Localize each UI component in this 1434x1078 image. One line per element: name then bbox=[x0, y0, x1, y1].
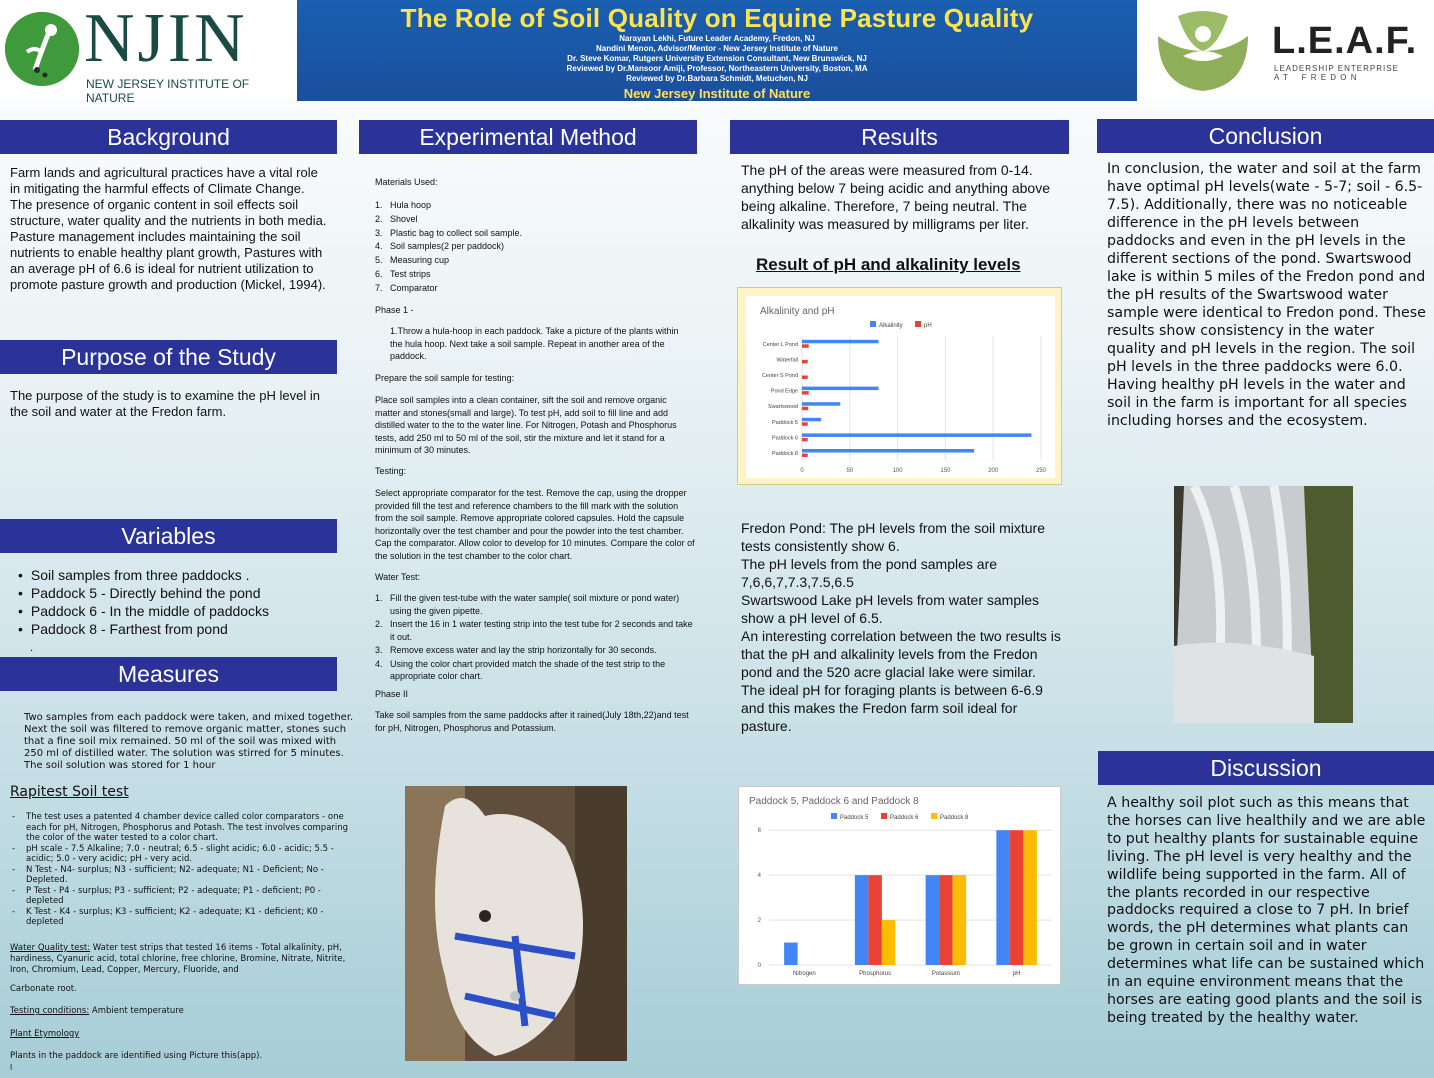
x-tick-label: Phosphorus bbox=[859, 971, 892, 977]
bar bbox=[802, 391, 809, 395]
x-tick-label: pH bbox=[1012, 971, 1021, 977]
y-tick-label: Swartswood bbox=[768, 404, 798, 411]
bar bbox=[802, 418, 821, 422]
bar bbox=[926, 875, 940, 965]
bar bbox=[855, 875, 869, 965]
alkalinity-ph-chart-frame bbox=[737, 287, 1062, 485]
bar bbox=[1010, 830, 1024, 965]
list-item: - K Test - K4 - surplus; K3 - sufficient; K2 - adequate; K1 - deficient; K0 -depleted bbox=[12, 907, 352, 928]
author-line: Reviewed by Dr.Barbara Schmidt, Metuchen, NJ bbox=[626, 74, 808, 83]
paddock-chart-frame bbox=[738, 786, 1061, 985]
bar bbox=[802, 387, 878, 391]
legend-swatch bbox=[915, 321, 921, 327]
list-item: • Paddock 5 - Directly behind the pond bbox=[18, 584, 336, 602]
water-quality-text: Water test strips that tested 16 items - Total alkalinity, pH, hardiness, Cyanuric acid, total chlorine, free chlorine, Bromine, Nitrate, Nitrite, Iron, Chromium, Lead, Copper, Mercury, Fluoride, and bbox=[10, 943, 346, 975]
bar bbox=[953, 875, 967, 965]
author-line: Narayan Lekhi, Future Leader Academy, Fredon, NJ bbox=[619, 34, 815, 43]
x-tick-label: 250 bbox=[1035, 467, 1047, 474]
materials-list bbox=[375, 199, 695, 296]
bar bbox=[802, 360, 808, 364]
list-item: - P Test - P4 - surplus; P3 - sufficient; P2 - adequate; P1 - deficient; P0 - depleted bbox=[12, 886, 352, 907]
list-item-text: Soil samples(2 per paddock) bbox=[390, 241, 505, 252]
list-item: • Paddock 8 - Farthest from pond bbox=[18, 620, 336, 638]
poster-header bbox=[297, 0, 1137, 101]
conclusion-heading: Conclusion bbox=[1097, 119, 1434, 153]
bar bbox=[868, 875, 882, 965]
phase2-text: Take soil samples from the same paddocks after it rained(July 18th,22)and test for pH, Nitrogen, Phosphorus and Potassium. bbox=[375, 710, 689, 733]
bar bbox=[996, 830, 1010, 965]
variables-heading: Variables bbox=[0, 519, 337, 553]
leaf-logo-icon bbox=[1148, 6, 1258, 96]
list-item: • Soil samples from three paddocks . bbox=[18, 566, 336, 584]
list-item: - N Test - N4- surplus; N3 - sufficient; N2- adequate; N1 - Deficient; No - Depleted. bbox=[12, 865, 352, 886]
poster-title: The Role of Soil Quality on Equine Pasture Quality bbox=[400, 3, 1034, 33]
phase2-label: Phase II bbox=[375, 689, 409, 699]
list-item: 4. Using the color chart provided match the shade of the test strip to the appropriate color chart. bbox=[375, 658, 693, 683]
legend-label: pH bbox=[924, 323, 932, 329]
bar bbox=[802, 454, 808, 458]
legend-swatch bbox=[881, 813, 887, 819]
y-tick-label: Center S Pond bbox=[761, 373, 798, 379]
list-item: - The test uses a patented 4 chamber device called color comparators - one each for pH, Nitrogen, Phosphorus and Potash. The test involves comparing the color of the water tested to a color chart. bbox=[12, 812, 352, 844]
njin-logo-subtitle: NEW JERSEY INSTITUTE OF NATURE bbox=[86, 77, 250, 105]
legend-label: Alkalinity bbox=[879, 323, 903, 329]
bar bbox=[784, 943, 798, 965]
njin-logo-panel bbox=[0, 0, 297, 105]
list-item: • Paddock 6 - In the middle of paddocks bbox=[18, 602, 336, 620]
chart-title: Alkalinity and pH bbox=[760, 306, 835, 317]
conclusion-text: In conclusion, the water and soil at the farm have optimal pH levels(wate - 5-7; soil - 6.5-7.5). Additionally, there was no noticeable difference in the pH levels between paddocks and even in the pH levels in the different sections of the pond. Swartswood lake is within 5 miles of the Fredon pond and the pH results of the Swartswood water sample were identical to Fredon pond. These results show consistency in the water quality and pH levels in the region. The soil pH levels in the three paddocks were 6.0. Having healthy pH levels in the water and soil in the farm is important for all species including horses and the ecosystem. bbox=[1107, 161, 1426, 429]
y-tick-label: Waterfall bbox=[776, 357, 798, 364]
leaf-logo-text: L.E.A.F. bbox=[1272, 20, 1418, 62]
bar bbox=[802, 340, 878, 344]
list-item: 3. Remove excess water and lay the strip horizontally for 30 seconds. bbox=[375, 645, 657, 655]
bar bbox=[802, 407, 808, 411]
testing-conditions bbox=[10, 1006, 184, 1016]
plant-etymology-label: Plant Etymology bbox=[10, 1029, 80, 1039]
end-mark: I bbox=[10, 1063, 13, 1072]
list-item-text: Insert the 16 in 1 water testing strip into the test tube for 2 seconds and take it out. bbox=[390, 619, 693, 642]
bar bbox=[802, 344, 809, 348]
phase1-label: Phase 1 - bbox=[375, 305, 414, 315]
x-tick-label: 150 bbox=[940, 467, 951, 474]
y-tick-label: Pond Edge bbox=[770, 388, 798, 395]
legend-label: Paddock 6 bbox=[890, 815, 919, 821]
list-item-text: pH scale - 7.5 Alkaline; 7.0 - neutral; 6.5 - slight acidic; 6.0 - acidic; 5.5 - acidic; 5.0 - very acidic; pH - very acid. bbox=[26, 843, 334, 864]
testing-conditions-label: Testing conditions: bbox=[10, 1006, 90, 1016]
list-item: 5. Measuring cup bbox=[375, 255, 450, 266]
testing-conditions-text: Ambient temperature bbox=[89, 1006, 184, 1016]
results-subheading: Result of pH and alkalinity levels bbox=[756, 255, 1021, 274]
measures-text: Two samples from each paddock were taken, and mixed together. Next the soil was filtered to remove organic matter, stones such that a fine soil mix remained. 50 ml of the soil was mixed with 250 ml of distilled water. The solution was stirred for 5 minutes. The soil solution was stored for 1 hour bbox=[24, 712, 354, 771]
water-test-steps bbox=[375, 592, 693, 683]
measures-heading: Measures bbox=[0, 657, 337, 691]
rapitest-list bbox=[12, 812, 352, 928]
bar bbox=[802, 449, 974, 453]
results-intro: The pH of the areas were measured from 0-14. anything below 7 being acidic and anything above being alkaline. Therefore, 7 being neutral. The alkalinity was measured by milligrams per liter. bbox=[741, 162, 1051, 232]
x-tick-label: Potassium bbox=[931, 971, 960, 977]
results-text: Fredon Pond: The pH levels from the soil mixture tests consistently show 6. The pH levels from the pond samples are 7,6,6,7,7.3,7.5,6.5 Swartswood Lake pH levels from water samples show a pH level of 6.5. An interesting correlation between the two results is that the pH and alkalinity levels from the Fredon pond and the 520 acre glacial lake were similar. The ideal pH for foraging plants is between 6-6.9 and this makes the Fredon farm soil ideal for pasture. bbox=[741, 520, 1061, 734]
list-item-text: The test uses a patented 4 chamber device called color comparators - one each for pH, Nitrogen, Phosphorus and Potash. The test involves comparing the color of the water tested to a color chart. bbox=[26, 812, 349, 843]
paddock-chart bbox=[739, 787, 1062, 986]
purpose-text: The purpose of the study is to examine the pH level in the soil and water at the Fredon farm. bbox=[10, 388, 321, 419]
bar bbox=[1023, 830, 1037, 965]
list-item-text: Using the color chart provided match the shade of the test strip to the appropriate color chart. bbox=[390, 658, 666, 681]
water-test-label: Water Test: bbox=[375, 572, 421, 582]
bar bbox=[802, 438, 808, 442]
purpose-heading: Purpose of the Study bbox=[0, 340, 337, 374]
y-tick-label: 6 bbox=[757, 828, 761, 835]
list-item: - pH scale - 7.5 Alkaline; 7.0 - neutral; 6.5 - slight acidic; 6.0 - acidic; 5.5 - acidic; 5.0 - very acidic; pH - very acid. bbox=[12, 844, 352, 865]
x-tick-label: 0 bbox=[800, 467, 804, 474]
list-item-text: N Test - N4- surplus; N3 - sufficient; N2- adequate; N1 - Deficient; No - Depleted. bbox=[26, 864, 324, 885]
list-item: 7. Comparator bbox=[375, 282, 438, 293]
testing-text: Select appropriate comparator for the test. Remove the cap, using the dropper provided fill the test and reference chambers to the fill mark with the solution from the soil sample. Remove appropriate colored capsules. Hold the capsule horizontally over the test chamber and pour the powder into the test chamber. Cap the comparator. Allow color to develop for 10 minutes. Compare the color of the solution in the test chamber to the color chart. bbox=[375, 488, 695, 561]
list-item: 3. Plastic bag to collect soil sample. bbox=[375, 227, 523, 238]
y-tick-label: 0 bbox=[757, 963, 761, 969]
x-tick-label: 200 bbox=[988, 467, 999, 474]
discussion-heading: Discussion bbox=[1098, 751, 1434, 785]
list-item: 2. Insert the 16 in 1 water testing strip into the test tube for 2 seconds and take it out. bbox=[375, 619, 693, 642]
rapitest-heading: Rapitest Soil test bbox=[10, 784, 129, 800]
plant-etymology-text: Plants in the paddock are identified using Picture this(app). bbox=[10, 1051, 263, 1061]
author-line: Nandini Menon, Advisor/Mentor - New Jersey Institute of Nature bbox=[596, 44, 838, 53]
chart-title: Paddock 5, Paddock 6 and Paddock 8 bbox=[749, 796, 919, 807]
author-line: Reviewed by Dr.Mansoor Amiji, Professor, Northeastern University, Boston, MA bbox=[566, 64, 868, 73]
legend-label: Paddock 8 bbox=[940, 815, 969, 821]
alkalinity-ph-chart bbox=[738, 288, 1063, 486]
list-item-text: Comparator bbox=[390, 282, 438, 293]
water-quality-paragraph bbox=[10, 943, 355, 976]
list-item-text: Test strips bbox=[390, 268, 431, 279]
y-tick-label: 4 bbox=[757, 873, 761, 880]
prepare-label: Prepare the soil sample for testing: bbox=[375, 373, 515, 383]
legend-label: Paddock 5 bbox=[840, 815, 869, 821]
leaf-sub-line: A T F R E D O N bbox=[1274, 73, 1358, 82]
list-item-text: Hula hoop bbox=[390, 200, 432, 210]
variables-list bbox=[18, 566, 336, 638]
method-heading: Experimental Method bbox=[359, 120, 697, 154]
legend-swatch bbox=[931, 813, 937, 819]
header-org: New Jersey Institute of Nature bbox=[623, 86, 811, 101]
x-tick-label: 100 bbox=[892, 467, 903, 474]
background-text: Farm lands and agricultural practices have a vital role in mitigating the harmful effects of Climate Change. The presence of organic content in soil effects soil structure, water quality and the nutrients in both media. Pasture management includes maintaining the soil nutrients to enable healthy plant growth, Pastures with an average pH of 6.6 is ideal for nutrient utilization to promote pasture growth and production (Mickel, 1994). bbox=[10, 165, 327, 292]
testing-label: Testing: bbox=[375, 466, 407, 476]
y-tick-label: Paddock 5 bbox=[772, 419, 798, 426]
list-item: 4. Soil samples(2 per paddock) bbox=[375, 241, 505, 252]
leaf-logo-subtitle bbox=[1274, 64, 1399, 82]
leaf-sub-line: LEADERSHIP ENTERPRISE bbox=[1274, 64, 1399, 73]
list-item: 6. Test strips bbox=[375, 268, 431, 279]
waterfall-photo bbox=[1174, 486, 1353, 723]
y-tick-label: Paddock 8 bbox=[772, 451, 798, 457]
list-item-text: K Test - K4 - surplus; K3 - sufficient; K2 - adequate; K1 - deficient; K0 -depleted bbox=[26, 906, 324, 927]
author-line: Dr. Steve Komar, Rutgers University Extension Consultant, New Brunswick, NJ bbox=[567, 54, 867, 63]
prepare-text: Place soil samples into a clean container, sift the soil and remove organic matter and stones(small and large). To test pH, add soil to fill line and add distilled water to the to the water line. For Nitrogen, Potash and Phosphorus tests, add 250 ml to 50 ml of the soil, stir the mixture and let it stand for a minimum of 30 minutes. bbox=[375, 395, 677, 455]
x-tick-label: 50 bbox=[846, 467, 854, 474]
list-item: 1. Fill the given test-tube with the water sample( soil mixture or pond water) using the given pipette. bbox=[375, 592, 693, 617]
y-tick-label: Center L Pond bbox=[762, 341, 798, 348]
background-heading: Background bbox=[0, 120, 337, 154]
water-quality-text-2: Carbonate root. bbox=[10, 984, 77, 994]
bar bbox=[802, 433, 1031, 437]
njin-logo-text: NJIN bbox=[84, 0, 248, 77]
results-heading: Results bbox=[730, 120, 1069, 154]
horse-photo bbox=[405, 786, 627, 1061]
list-item: 2. Shovel bbox=[375, 213, 418, 224]
bar bbox=[882, 920, 896, 965]
legend-swatch bbox=[870, 321, 876, 327]
bar bbox=[802, 376, 808, 380]
discussion-text: A healthy soil plot such as this means that the horses can live healthily and we are able to put healthy plants for sustainable equine living. The pH level is very healthy and the wildlife being supported in the farm. All of the plants recorded in our respective paddocks required a close to 7 pH. In brief words, the pH determines what plants can be grown in certain soil and in water determines what life can be sustained which in an equine environment means that the horses are eating good plants and the soil is being treated by the healthy water. bbox=[1107, 795, 1426, 1026]
list-item-text: Shovel bbox=[390, 213, 418, 224]
materials-label: Materials Used: bbox=[375, 177, 438, 187]
y-tick-label: 2 bbox=[757, 918, 761, 925]
list-item: 1. Hula hoop bbox=[375, 200, 432, 210]
list-item-text: Plastic bag to collect soil sample. bbox=[390, 227, 523, 238]
bar bbox=[802, 422, 808, 426]
legend-swatch bbox=[831, 813, 837, 819]
njin-logo-icon bbox=[5, 12, 79, 86]
list-item-text: P Test - P4 - surplus; P3 - sufficient; P2 - adequate; P1 - deficient; P0 - depleted bbox=[26, 885, 321, 906]
list-item-text: Remove excess water and lay the strip horizontally for 30 seconds. bbox=[390, 645, 657, 655]
bar bbox=[939, 875, 953, 965]
list-item-text: Fill the given test-tube with the water sample( soil mixture or pond water) using the given pipette. bbox=[390, 593, 680, 616]
y-tick-label: Paddock 6 bbox=[772, 435, 798, 442]
variables-dot: . bbox=[30, 642, 34, 654]
bar bbox=[802, 402, 840, 406]
phase1-text: 1.Throw a hula-hoop in each paddock. Take a picture of the plants within the hula hoop. Next take a soil sample. Repeat in another area of the paddock. bbox=[390, 326, 679, 361]
list-item-text: Measuring cup bbox=[390, 255, 450, 266]
x-tick-label: Nitrogen bbox=[793, 971, 816, 977]
water-quality-label: Water Quality test: bbox=[10, 943, 91, 953]
